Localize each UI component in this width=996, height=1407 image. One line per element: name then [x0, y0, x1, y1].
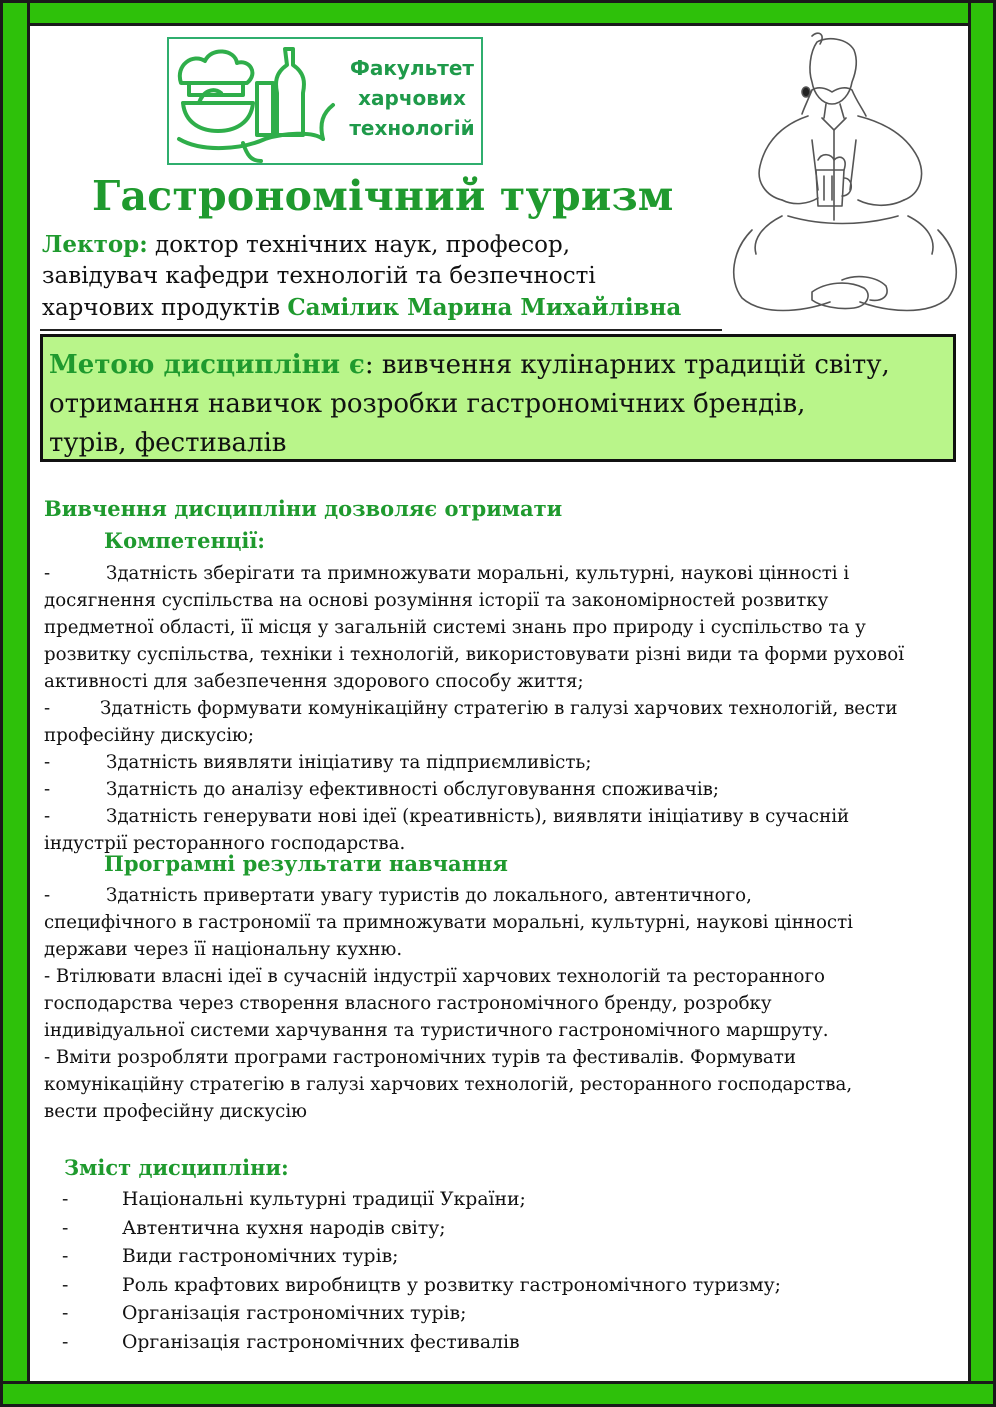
list-item: - Національні культурні традиції України; — [62, 1189, 526, 1210]
lecturer-label: Лектор: — [42, 231, 148, 258]
cossack-illustration — [722, 30, 968, 330]
logo-text — [347, 53, 477, 143]
results-list — [44, 882, 853, 1125]
competency-line: - Здатність формувати комунікаційну стратегію в галузі харчових технологій, вести — [44, 698, 898, 719]
list-item: - Організація гастрономічних фестивалів — [62, 1331, 520, 1353]
goal-line-1: : вивчення кулінарних традицій світу, — [364, 350, 890, 380]
logo-line-1: Факультет — [350, 56, 474, 80]
competency-line: - Здатність виявляти ініціативу та підприємливість; — [44, 752, 592, 773]
lecturer-divider — [40, 329, 722, 331]
competency-line: - Здатність генерувати нові ідеї (креативність), виявляти ініціативу в сучасній — [44, 806, 850, 827]
lecturer-block — [42, 229, 681, 324]
competency-line: розвитку суспільства, техніки і технологій, використовувати різні види та форми рухової — [44, 644, 905, 665]
logo-line-2: харчових — [358, 86, 466, 110]
goal-line-3: турів, фестивалів — [49, 428, 287, 458]
result-line: індивідуальної системи харчування та туристичного гастрономічного маршруту. — [44, 1020, 829, 1041]
goal-box — [40, 334, 956, 462]
goal-line-2: отримання навичок розробки гастрономічних брендів, — [49, 389, 806, 419]
page-title: Гастрономічний туризм — [92, 172, 674, 220]
result-line: вести професійну дискусію — [44, 1101, 308, 1122]
lecturer-line-3: харчових продуктів — [42, 295, 288, 321]
contents-list — [62, 1186, 781, 1357]
competency-line: досягнення суспільства на основі розуміння історії та закономірностей розвитку — [44, 590, 829, 611]
result-line: - Вміти розробляти програми гастрономічних турів та фестивалів. Формувати — [44, 1047, 796, 1068]
list-item: - Роль крафтових виробництв у розвитку гастрономічного туризму; — [62, 1274, 781, 1296]
result-line: господарства через створення власного гастрономічного бренду, розробку — [44, 993, 772, 1014]
frame-bottom-bar — [0, 1381, 996, 1407]
competency-line: - Здатність до аналізу ефективності обслуговування споживачів; — [44, 779, 720, 800]
study-heading: Вивчення дисципліни дозволяє отримати — [44, 496, 563, 521]
list-item: - Види гастрономічних турів; — [62, 1246, 399, 1267]
competency-line: - Здатність зберігати та примножувати моральні, культурні, наукові цінності і — [44, 563, 850, 584]
lecturer-line-1: доктор технічних наук, професор, — [147, 232, 571, 258]
competency-line: предметної області, її місця у загальній системі знань про природу і суспільство та у — [44, 617, 866, 638]
goal-label: Метою дисципліни є — [49, 350, 365, 380]
competency-line: активності для забезпечення здорового способу життя; — [44, 671, 584, 692]
logo-line-3: технологій — [349, 116, 475, 140]
competency-line: індустрії ресторанного господарства. — [44, 833, 406, 854]
result-line: - Втілювати власні ідеї в сучасній індустрії харчових технологій та ресторанного — [44, 966, 825, 987]
result-line: специфічного в гастрономії та примножувати моральні, культурні, наукові цінності — [44, 912, 853, 933]
frame-top-bar — [0, 0, 996, 26]
list-item: - Організація гастрономічних турів; — [62, 1303, 467, 1324]
food-logo-icon — [173, 43, 343, 163]
result-line: держави через її національну кухню. — [44, 939, 403, 960]
frame-left-bar — [0, 0, 30, 1407]
results-heading: Програмні результати навчання — [104, 851, 508, 876]
result-line: - Здатність привертати увагу туристів до локального, автентичного, — [44, 885, 752, 906]
frame-right-bar — [968, 0, 996, 1407]
lecturer-name: Самілик Марина Михайлівна — [287, 294, 682, 321]
lecturer-line-2: завідувач кафедри технологій та безпечності — [42, 263, 596, 289]
list-item: - Автентична кухня народів світу; — [62, 1217, 446, 1239]
competencies-heading: Компетенції: — [104, 528, 266, 553]
competency-line: професійну дискусію; — [44, 725, 254, 746]
contents-heading: Зміст дисципліни: — [64, 1155, 289, 1180]
faculty-logo — [167, 37, 483, 165]
result-line: комунікаційну стратегію в галузі харчових технологій, ресторанного господарства, — [44, 1074, 853, 1095]
competencies-list — [44, 560, 904, 857]
